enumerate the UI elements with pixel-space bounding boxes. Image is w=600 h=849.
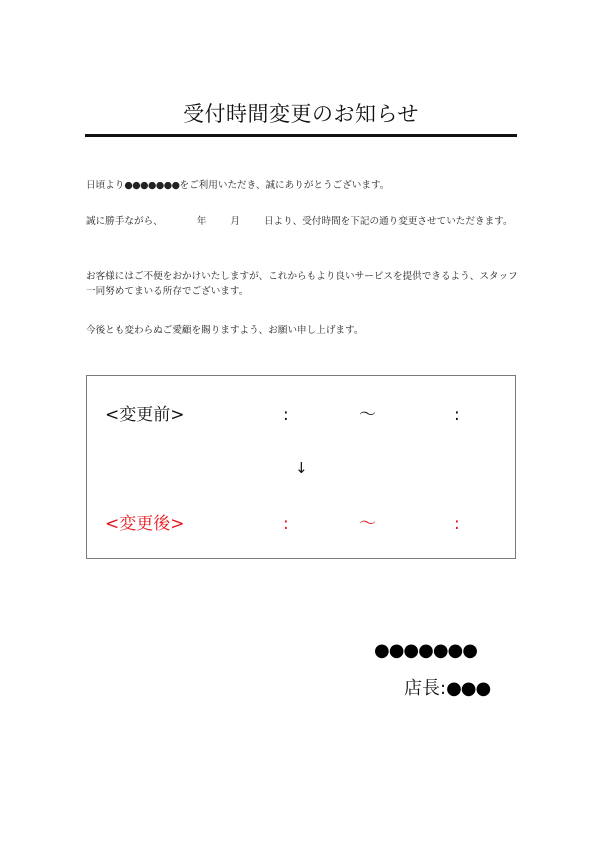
manager-label: 店長: (404, 678, 447, 699)
greeting-suffix: をご利用いただき、誠にありがとうございます。 (179, 180, 390, 191)
greeting-prefix: 日頃より (86, 180, 125, 191)
change-date-prefix: 誠に勝手ながら、 (86, 216, 163, 227)
greeting-paragraph (86, 178, 518, 193)
change-date-paragraph (86, 214, 518, 229)
after-end-colon: : (454, 514, 460, 534)
schedule-box (86, 375, 516, 559)
closing-paragraph: 今後とも変わらぬご愛顧を賜りますよう、お願い申し上げます。 (86, 325, 364, 336)
after-start-colon: : (283, 514, 289, 534)
before-start-colon: : (283, 405, 289, 425)
apology-paragraph: お客様にはご不便をおかけいたしますが、これからもより良いサービスを提供できるよう、スタッフ一同努めてまいる所存でございます。 (86, 271, 518, 297)
after-change-row (87, 511, 515, 537)
store-name-placeholder: ●●●●●●● (124, 180, 180, 191)
signature-manager (404, 677, 490, 701)
before-tilde: ～ (359, 405, 376, 425)
month-label: 月 (230, 216, 240, 227)
before-change-row (87, 402, 515, 428)
title-underline (85, 134, 517, 137)
down-arrow-icon: ↓ (295, 459, 308, 477)
after-tilde: ～ (359, 514, 376, 534)
after-change-label: <変更後> (105, 514, 185, 534)
before-end-colon: : (454, 405, 460, 425)
signature-store-name: ●●●●●●● (374, 640, 477, 661)
page-title: 受付時間変更のお知らせ (183, 102, 419, 126)
change-date-suffix: 日より、受付時間を下記の通り変更させていただきます。 (263, 216, 513, 227)
before-change-label: <変更前> (105, 405, 185, 425)
year-label: 年 (196, 216, 207, 227)
manager-name: ●●● (446, 678, 491, 699)
